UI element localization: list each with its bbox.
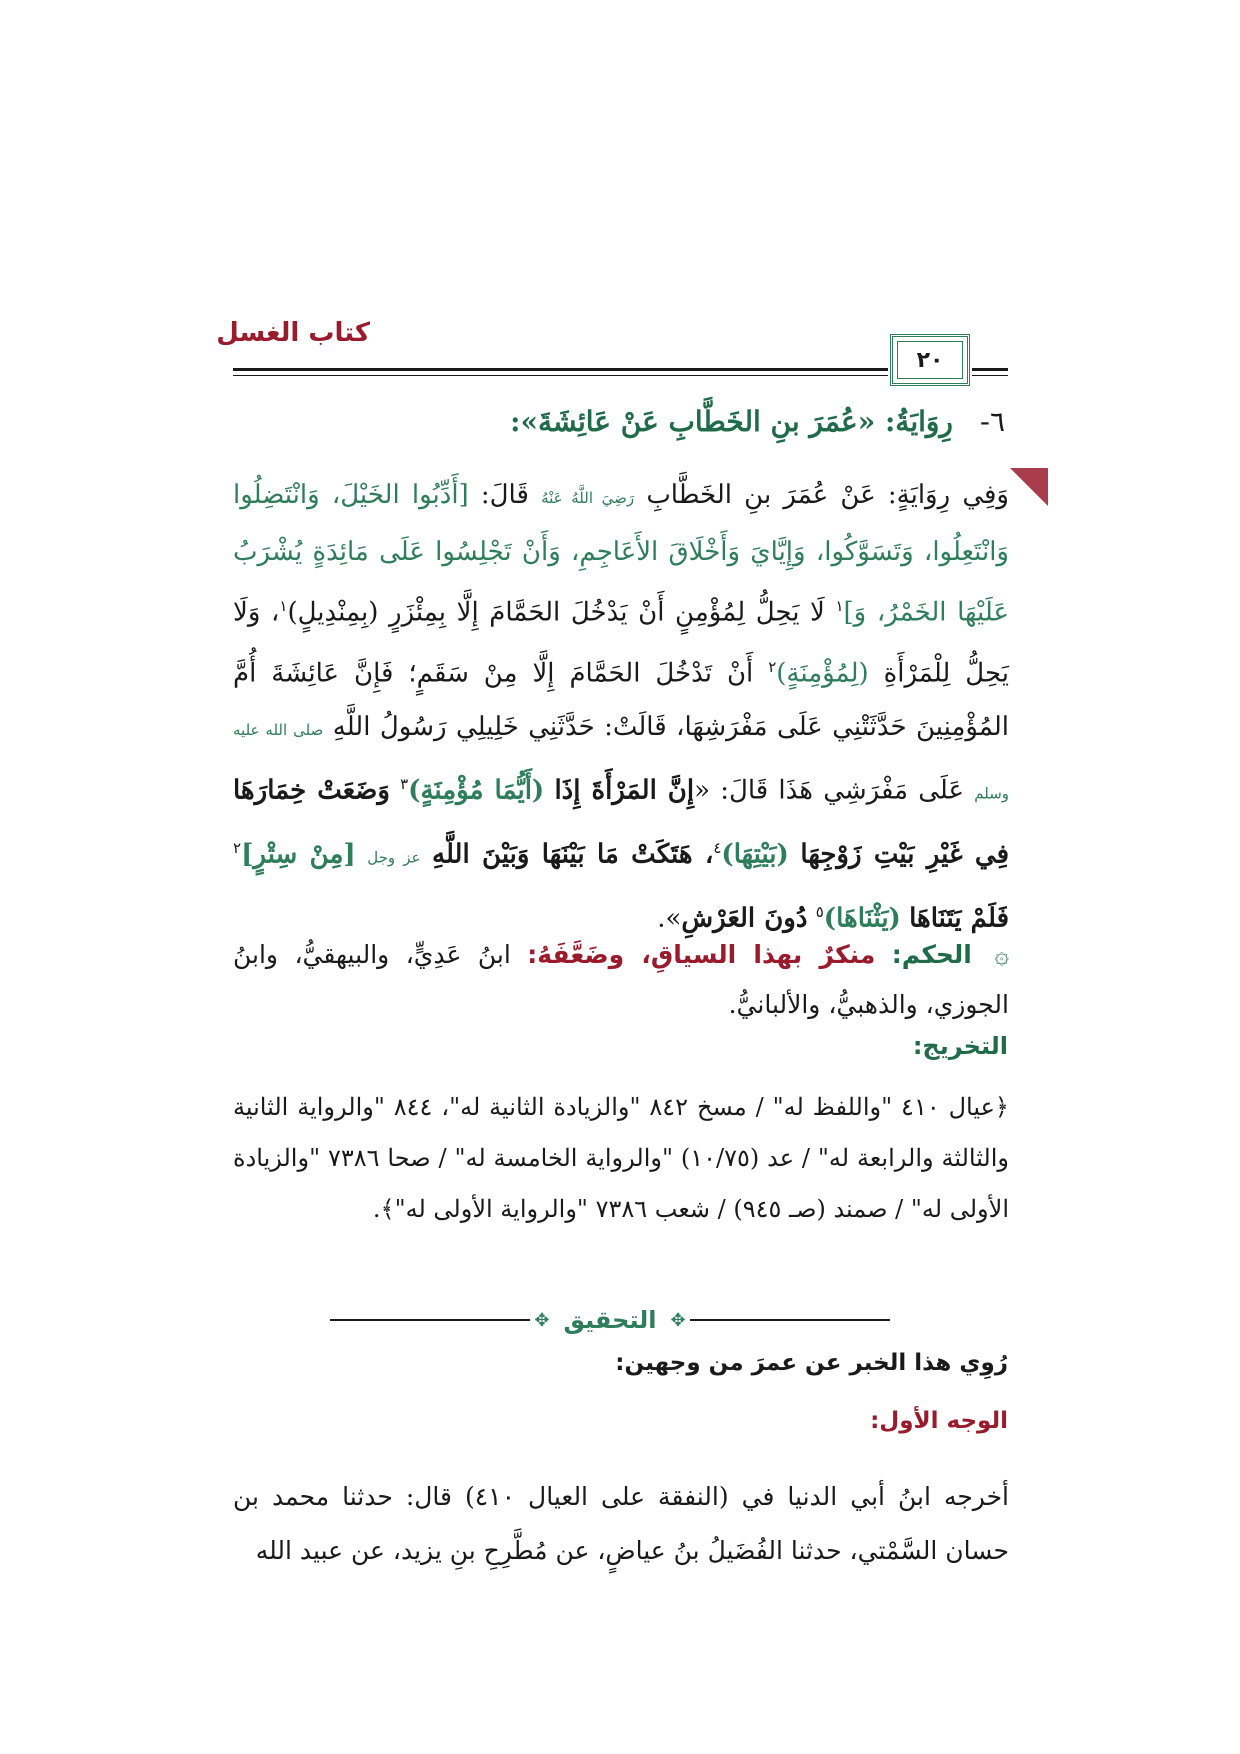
header-rule-right-thin <box>972 375 1008 376</box>
tahqiq-divider <box>330 1300 890 1340</box>
running-title: كتاب الغسل <box>216 318 370 348</box>
corner-ornament <box>1010 468 1048 506</box>
hadith-bold: دُونَ العَرْشِ <box>681 903 808 934</box>
footnote-marker: ٢ <box>768 657 777 676</box>
hadith-part2: لَا يَحِلُّ لِمُؤْمِنٍ أَنْ يَدْخُلَ الحَمَّامَ إِلَّا بِمِئْزَرٍ <box>389 597 825 628</box>
footnote-marker: ١ <box>835 597 844 615</box>
header-rule-left <box>233 368 888 371</box>
hadith-qala: قَالَ: <box>480 480 529 510</box>
section-heading: رِوَايَةُ: «عُمَرَ بنِ الخَطَّابِ عَنْ عَائِشَةَ»: <box>510 405 953 438</box>
hadith-bold: وَضَعَتْ خِمَارَهَا فِي غَيْرِ بَيْتِ زَوْجِهَا <box>233 775 1010 870</box>
ornament-icon: ✥ <box>534 1309 550 1331</box>
hadith-variant: (أَيُّمَا مُؤْمِنَةٍ) <box>408 775 545 806</box>
tahqiq-heading: التحقيق <box>563 1306 657 1334</box>
header-rule-left-thin <box>233 375 888 376</box>
hadith-variant: (بِمِنْدِيلٍ) <box>287 597 379 628</box>
azza-glyph: عز وجل <box>367 848 421 867</box>
hadith-green-addition: [أَدِّبُوا الخَيْلَ، وَانْتَضِلُوا وَانْتَعِلُوا، وَتَسَوَّكُوا، وَإِيَّايَ وَأَخْلَاقَ الأَعَاجِمِ، وَأَنْ تَجْلِسُوا عَلَى مَائِدَةٍ يُشْرَبُ عَلَيْهَا الخَمْرُ، وَ] <box>233 480 1009 628</box>
subheading-first-way: الوجه الأول: <box>870 1408 1008 1434</box>
hadith-bold: إِنَّ المَرْأَةَ إِذَا <box>554 775 695 806</box>
hadith-part4: أَنْ تَدْخُلَ الحَمَّامَ إِلَّا مِنْ سَقَمٍ؛ فَإِنَّ عَائِشَةَ أُمَّ المُؤْمِنِينَ حَدَّثَتْنِي عَلَى مَفْرَشِهَا، قَالَتْ: حَدَّثَنِي خَلِيلِي رَسُولُ اللَّهِ <box>233 658 1010 743</box>
hadith-bold: ، هَتَكَتْ مَا بَيْنَهَا وَبَيْنَ اللَّهِ <box>432 839 714 870</box>
footnote-marker: ١ <box>279 597 288 615</box>
takhrij-heading: التخريج: <box>912 1032 1008 1060</box>
flower-icon: ۞ <box>994 940 1009 969</box>
ruling-text: ابنُ عَدِيٍّ، والبيهقيُّ، وابنُ الجوزي، والذهبيُّ، والألبانيُّ. <box>233 940 1009 1019</box>
ruling-verdict: منكرٌ بهذا السياقِ، وضَعَّفَهُ: <box>527 940 876 969</box>
hadith-bold: فَلَمْ يَتَنَاهَا <box>909 903 1009 934</box>
page-number-badge <box>890 334 970 386</box>
footnote-marker: ٤ <box>713 838 722 857</box>
ornament-icon: ✥ <box>670 1309 686 1331</box>
hadith-part3: ، وَلَا يَحِلُّ لِلْمَرْأَةِ <box>233 597 1009 689</box>
salla-glyph: صلى الله عليه وسلم <box>233 721 1010 803</box>
divider-line <box>330 1319 530 1321</box>
hadith-part5: عَلَى مَفْرَشِي هَذَا قَالَ: « <box>694 775 965 806</box>
divider-line <box>690 1319 890 1321</box>
hadith-variant: (لِمُؤْمِنَةٍ) <box>776 658 869 689</box>
paragraph-intro: رُوِي هذا الخبر عن عمرَ من وجهين: <box>615 1350 1008 1376</box>
paragraph-body: أخرجه ابنُ أبي الدنيا في (النفقة على العيال ٤١٠) قال: حدثنا محمد بن حسان السَّمْتي، حدثنا الفُضَيلُ بنُ عياضٍ، عن مُطَّرِحِ بنِ يزيد، عن عبيد الله <box>233 1482 1009 1565</box>
footnote-marker: ٥ <box>815 902 824 921</box>
hadith-variant: [مِنْ سِتْرٍ] <box>241 839 356 870</box>
footnote-marker: ٣ <box>400 775 409 794</box>
ruling-label: الحكم: <box>891 940 972 969</box>
radiya-glyph: رَضِيَ اللَّهُ عَنْهُ <box>541 489 635 507</box>
footnote-marker: ٢ <box>233 838 242 857</box>
section-title <box>225 405 1005 438</box>
hadith-intro: وَفِي رِوَايَةٍ: عَنْ عُمَرَ بنِ الخَطَّابِ <box>646 480 1009 510</box>
hadith-text <box>233 468 1009 945</box>
hadith-variant: (يَثْنَاهَا) <box>823 903 901 934</box>
takhrij-text: ﴿عيال ٤١٠ "واللفظ له" / مسخ ٨٤٢ "والزيادة الثانية له"، ٨٤٤ "والرواية الثانية والثالثة والرابعة له" / عد (١٠/٧٥) "والرواية الخامسة له" / صحا ٧٣٨٦ "والزيادة الأولى له" / صمند (صـ ٩٤٥) / شعب ٧٣٨٦ "والرواية الأولى له"﴾. <box>233 1093 1010 1223</box>
section-number: ٦- <box>979 405 1005 438</box>
hadith-variant: (بَيْتِهَا) <box>721 839 789 870</box>
hadith-closing: ». <box>657 903 682 934</box>
header-rule-right <box>972 368 1008 371</box>
page-number: ٢٠ <box>916 347 944 373</box>
ruling <box>233 930 1009 1030</box>
